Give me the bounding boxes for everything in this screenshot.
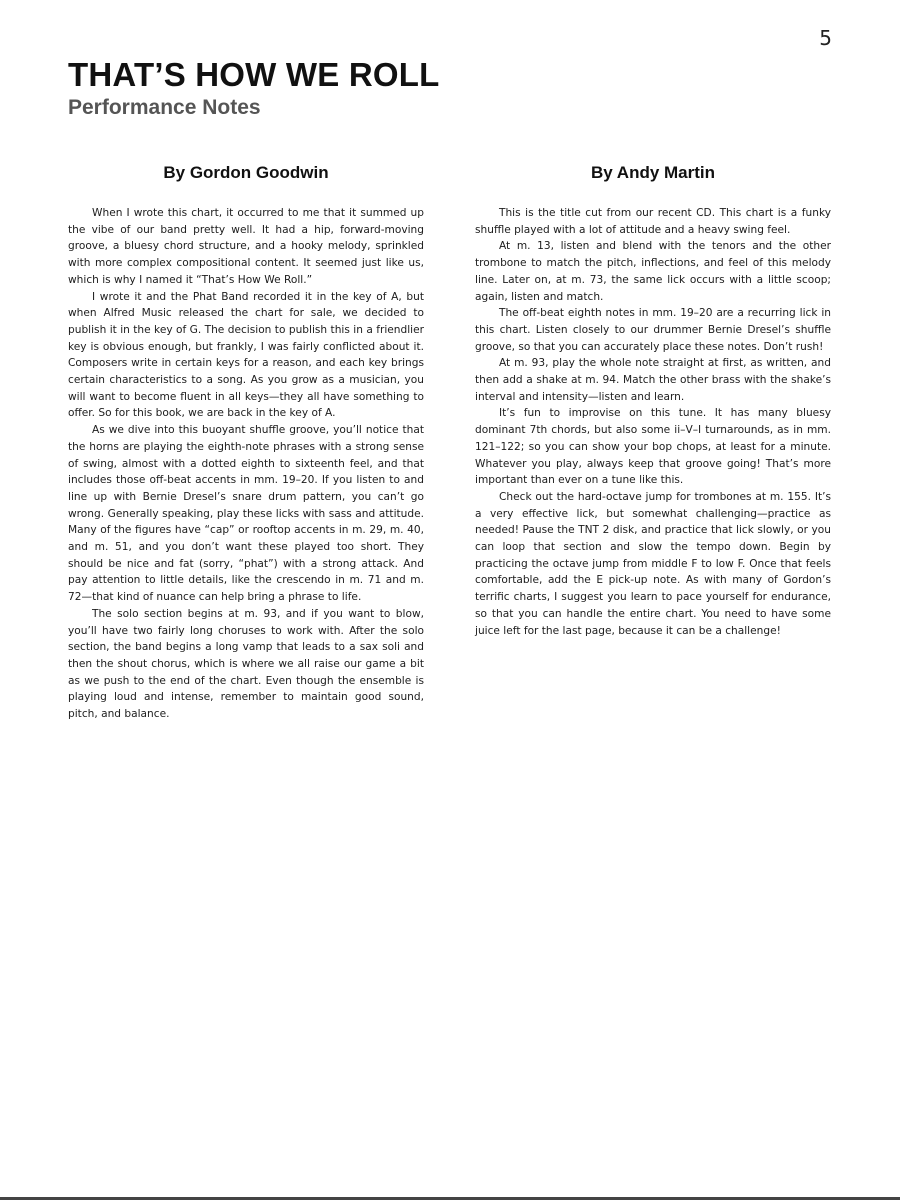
paragraph: The off-beat eighth notes in mm. 19–20 are a recurring lick in this chart. Listen closely to our drummer Bernie Dresel’s shuffle groove, so that you can accurately place these notes. Don’t rush! [475,307,831,353]
page-number: 5 [819,26,832,50]
column-andy-martin [475,163,831,639]
column-heading: By Gordon Goodwin [163,163,329,182]
paragraph: I wrote it and the Phat Band recorded it in the key of A, but when Alfred Music released the chart for sale, we decided to publish it in the key of G. The decision to publish this in a friendlier key is obvious enough, but frankly, I was fairly conflicted about it. Composers write in certain keys for a reason, and each key brings certain characteristics to a song. As you grow as a musician, you will want to become fluent in all keys—they all have something to offer. So for this book, we are back in the key of A. [68,290,424,420]
paragraph: At m. 13, listen and blend with the tenors and the other trombone to match the pitch, inflections, and feel of this melody line. Later on, at m. 73, the same lick occurs with a little scoop; again, listen and match. [475,240,831,303]
page-title: THAT’S HOW WE ROLL [68,56,440,93]
paragraph: As we dive into this buoyant shuffle groove, you’ll notice that the horns are playing the eighth-note phrases with a strong sense of swing, almost with a dotted eighth to sixteenth feel, and that includes those off-beat accents in mm. 19–20. If you listen to and line up with Bernie Dresel’s snare drum pattern, you can’t go wrong. Generally speaking, play these licks with sass and attitude. Many of the figures have “cap” or rooftop accents in m. 29, m. 40, and m. 51, and you don’t want these played too short. They should be nice and fat (sorry, “phat”) with a strong attack. And pay attention to little details, like the crescendo in m. 71 and m. 72—that kind of nuance can help bring a phrase to life. [68,424,424,604]
column-heading: By Andy Martin [590,163,716,182]
paragraph: This is the title cut from our recent CD. This chart is a funky shuffle played with a lot of attitude and a heavy swing feel. [475,207,831,236]
paragraph: The solo section begins at m. 93, and if you want to blow, you’ll have two fairly long choruses to work with. After the solo section, the band begins a long vamp that leads to a sax soli and then the shout chorus, which is where we all raise our game a bit as we push to the end of the chart. Even though the ensemble is playing loud and intense, remember to maintain good sound, pitch, and balance. [68,607,424,721]
column-body [475,205,831,639]
page-subtitle: Performance Notes [68,96,261,119]
column-body [68,205,424,723]
column-gordon-goodwin [68,163,424,723]
paragraph: When I wrote this chart, it occurred to me that it summed up the vibe of our band pretty well. It had a hip, forward-moving groove, a bluesy chord structure, and a hooky melody, sprinkled with more complex compositional content. It seemed just like us, which is why I named it “That’s How We Roll.” [68,207,424,286]
paragraph: It’s fun to improvise on this tune. It has many bluesy dominant 7th chords, but also some ii–V–I turnarounds, as in mm. 121–122; so you can show your bop chops, at least for a minute. Whatever you play, always keep that groove going! That’s more important than ever on a tune like this. [475,407,831,487]
paragraph: At m. 93, play the whole note straight at first, as written, and then add a shake at m. 94. Match the other brass with the shake’s interval and intensity—listen and learn. [475,357,831,403]
paragraph: Check out the hard-octave jump for trombones at m. 155. It’s a very effective lick, but somewhat challenging—practice as needed! Pause the TNT 2 disk, and practice that lick slowly, or you can loop that section and slow the tempo down. Begin by practicing the octave jump from middle F to low F. Once that feels comfortable, add the E pick-up note. As with many of Gordon’s terrific charts, I suggest you learn to pace yourself for endurance, so that you can handle the entire chart. You need to have some juice left for the last page, because it can be a challenge! [475,490,831,637]
